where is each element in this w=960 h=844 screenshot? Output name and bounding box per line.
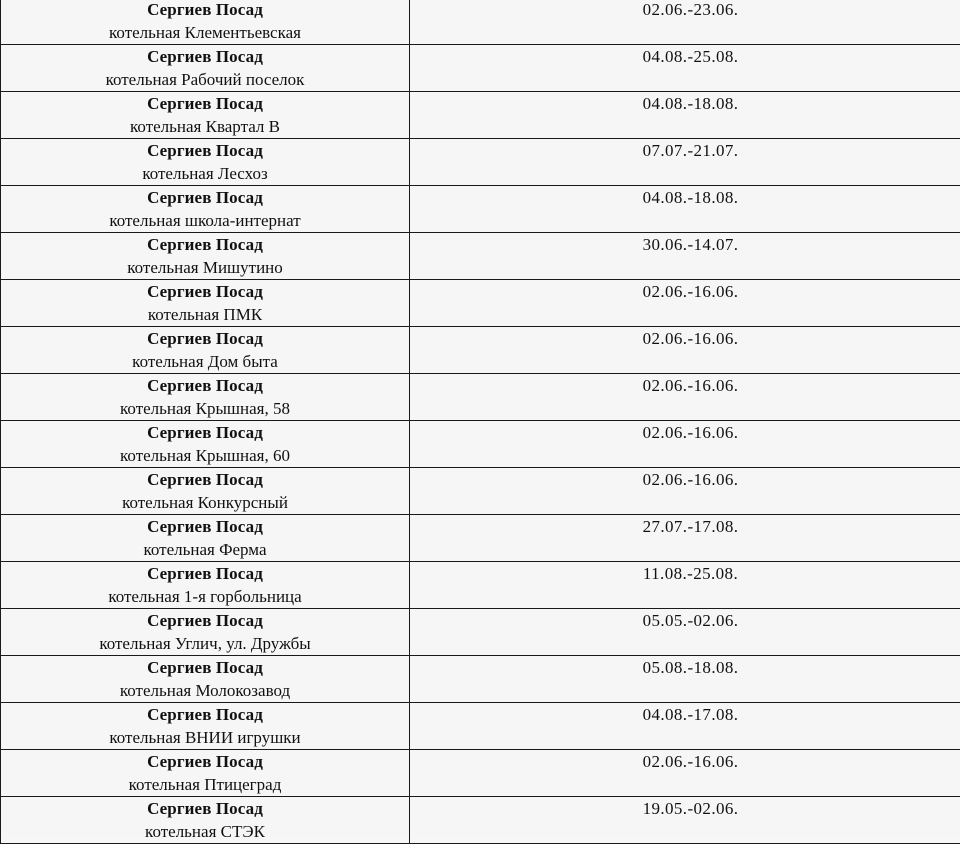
- boiler-name: котельная 1-я горбольница: [1, 586, 409, 609]
- facility-cell: [1, 750, 410, 797]
- table-row: [1, 45, 960, 92]
- boiler-name: котельная Крышная, 58: [1, 398, 409, 421]
- outage-period: 02.06.-23.06.: [633, 0, 739, 21]
- boiler-name: котельная Ферма: [1, 539, 409, 562]
- table-row: [1, 139, 960, 186]
- facility-cell: [1, 233, 410, 280]
- period-cell: [410, 0, 960, 45]
- outage-period: 02.06.-16.06.: [633, 328, 739, 350]
- table-row: [1, 515, 960, 562]
- facility-cell: [1, 139, 410, 186]
- boiler-name: котельная Конкурсный: [1, 492, 409, 515]
- table-row: [1, 468, 960, 515]
- outage-period: 02.06.-16.06.: [633, 469, 739, 491]
- outage-period: 04.08.-18.08.: [633, 187, 739, 209]
- period-cell: [410, 468, 960, 515]
- boiler-name: котельная СТЭК: [1, 821, 409, 844]
- outage-period: 02.06.-16.06.: [633, 281, 739, 303]
- outage-period: 19.05.-02.06.: [633, 798, 739, 820]
- period-cell: [410, 515, 960, 562]
- table-row: [1, 609, 960, 656]
- table-row: [1, 92, 960, 139]
- city-name: Сергиев Посад: [1, 798, 409, 821]
- outage-period: 05.08.-18.08.: [633, 657, 739, 679]
- city-name: Сергиев Посад: [1, 657, 409, 680]
- outage-period: 07.07.-21.07.: [633, 140, 739, 162]
- period-cell: [410, 45, 960, 92]
- facility-cell: [1, 515, 410, 562]
- period-cell: [410, 233, 960, 280]
- period-cell: [410, 280, 960, 327]
- table-row: [1, 280, 960, 327]
- city-name: Сергиев Посад: [1, 281, 409, 304]
- period-cell: [410, 797, 960, 844]
- period-cell: [410, 92, 960, 139]
- table-row: [1, 374, 960, 421]
- table-row: [1, 233, 960, 280]
- city-name: Сергиев Посад: [1, 469, 409, 492]
- period-cell: [410, 562, 960, 609]
- city-name: Сергиев Посад: [1, 46, 409, 69]
- facility-cell: [1, 45, 410, 92]
- table-row: [1, 421, 960, 468]
- boiler-name: котельная Дом быта: [1, 351, 409, 374]
- table-row: [1, 797, 960, 844]
- boiler-name: котельная Молокозавод: [1, 680, 409, 703]
- outage-period: 04.08.-18.08.: [633, 93, 739, 115]
- facility-cell: [1, 327, 410, 374]
- facility-cell: [1, 374, 410, 421]
- boiler-name: котельная ВНИИ игрушки: [1, 727, 409, 750]
- facility-cell: [1, 609, 410, 656]
- boiler-name: котельная Квартал В: [1, 116, 409, 139]
- facility-cell: [1, 797, 410, 844]
- table-row: [1, 750, 960, 797]
- period-cell: [410, 139, 960, 186]
- city-name: Сергиев Посад: [1, 516, 409, 539]
- outage-period: 04.08.-25.08.: [633, 46, 739, 68]
- table-row: [1, 656, 960, 703]
- boiler-name: котельная Птицеград: [1, 774, 409, 797]
- facility-cell: [1, 186, 410, 233]
- boiler-name: котельная Клементьевская: [1, 22, 409, 45]
- boiler-name: котельная Рабочий поселок: [1, 69, 409, 92]
- city-name: Сергиев Посад: [1, 0, 409, 22]
- outage-period: 04.08.-17.08.: [633, 704, 739, 726]
- facility-cell: [1, 280, 410, 327]
- boiler-name: котельная Углич, ул. Дружбы: [1, 633, 409, 656]
- table-row: [1, 186, 960, 233]
- boiler-name: котельная школа-интернат: [1, 210, 409, 233]
- period-cell: [410, 656, 960, 703]
- facility-cell: [1, 656, 410, 703]
- city-name: Сергиев Посад: [1, 234, 409, 257]
- period-cell: [410, 609, 960, 656]
- city-name: Сергиев Посад: [1, 751, 409, 774]
- facility-cell: [1, 421, 410, 468]
- boiler-name: котельная Лесхоз: [1, 163, 409, 186]
- period-cell: [410, 703, 960, 750]
- outage-period: 11.08.-25.08.: [633, 563, 738, 585]
- period-cell: [410, 750, 960, 797]
- table-row: [1, 703, 960, 750]
- facility-cell: [1, 0, 410, 45]
- city-name: Сергиев Посад: [1, 93, 409, 116]
- facility-cell: [1, 468, 410, 515]
- table-row: [1, 327, 960, 374]
- city-name: Сергиев Посад: [1, 422, 409, 445]
- schedule-body: [1, 0, 960, 844]
- outage-period: 02.06.-16.06.: [633, 422, 739, 444]
- boiler-name: котельная ПМК: [1, 304, 409, 327]
- city-name: Сергиев Посад: [1, 610, 409, 633]
- city-name: Сергиев Посад: [1, 328, 409, 351]
- facility-cell: [1, 92, 410, 139]
- city-name: Сергиев Посад: [1, 375, 409, 398]
- period-cell: [410, 421, 960, 468]
- outage-period: 30.06.-14.07.: [633, 234, 739, 256]
- period-cell: [410, 186, 960, 233]
- period-cell: [410, 327, 960, 374]
- city-name: Сергиев Посад: [1, 563, 409, 586]
- outage-period: 05.05.-02.06.: [633, 610, 739, 632]
- city-name: Сергиев Посад: [1, 704, 409, 727]
- outage-period: 27.07.-17.08.: [633, 516, 739, 538]
- table-row: [1, 562, 960, 609]
- period-cell: [410, 374, 960, 421]
- city-name: Сергиев Посад: [1, 140, 409, 163]
- boiler-name: котельная Мишутино: [1, 257, 409, 280]
- outage-period: 02.06.-16.06.: [633, 751, 739, 773]
- boiler-name: котельная Крышная, 60: [1, 445, 409, 468]
- table-row: [1, 0, 960, 45]
- facility-cell: [1, 562, 410, 609]
- outage-period: 02.06.-16.06.: [633, 375, 739, 397]
- facility-cell: [1, 703, 410, 750]
- city-name: Сергиев Посад: [1, 187, 409, 210]
